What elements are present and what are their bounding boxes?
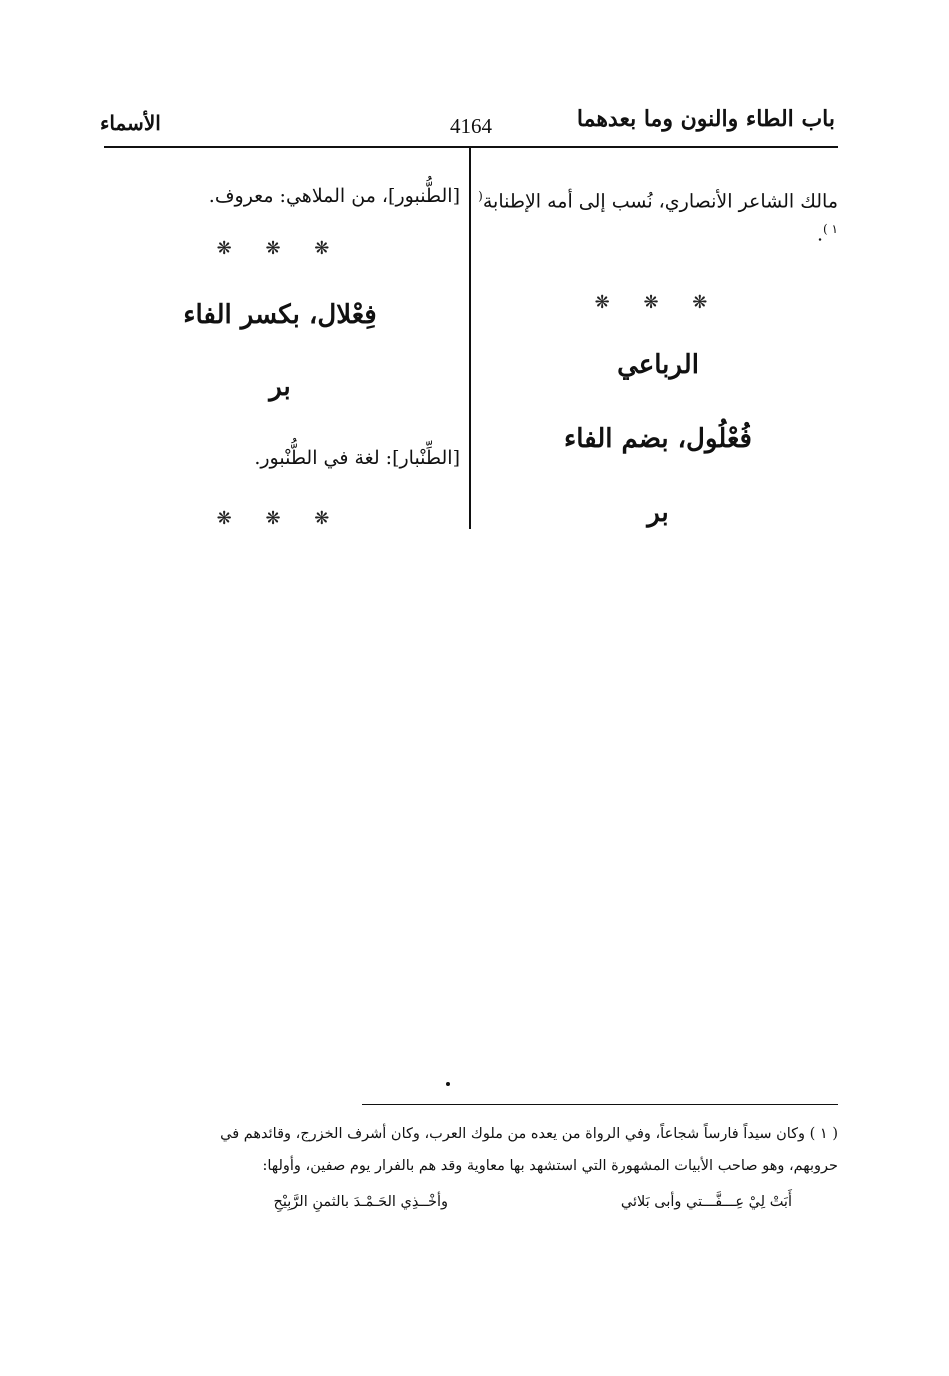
right-paragraph-period: . <box>817 223 824 246</box>
right-paragraph-text: مالك الشاعر الأنصاري، نُسب إلى أمه الإطنابة <box>482 190 838 213</box>
heading-root: بر <box>269 372 291 402</box>
page-number: 4164 <box>450 114 492 138</box>
separator-stars: ❋ ❋ ❋ <box>216 508 344 529</box>
heading-fi3lal: فِعْلال، بكسر الفاء <box>183 300 377 330</box>
entry-tunbur: [الطُّنبور]، من الملاهي: معروف. <box>208 185 460 207</box>
verse-second-hemistich: وأخْــذِي الحَـمْـدَ بالثمنِ الرَّبِيْحِ <box>273 1194 448 1210</box>
heading-ruba3i: الرباعي <box>617 350 699 380</box>
section-title: الأسماء <box>100 111 161 135</box>
column-divider <box>469 148 471 529</box>
separator-stars: ❋ ❋ ❋ <box>216 238 344 259</box>
verse-first-hemistich: أَبَتْ لِيْ عِـــفَّـــتي وأبى بَلائي <box>620 1194 792 1210</box>
footnote-line-1: ( ١ ) وكان سيداً فارساً شجاعاً، وفي الرواة من يعده من ملوك العرب، وكان أشرف الخزرج، وقائدهم في <box>220 1126 838 1142</box>
heading-fu3lul: فُعْلُول، بضم الفاء <box>564 424 752 454</box>
page-dot <box>446 1082 450 1086</box>
footnote-line-2: حروبهم، وهو صاحب الأبيات المشهورة التي استشهد بها معاوية وقد هم بالفرار يوم صفين، وأولها: <box>262 1158 838 1174</box>
separator-stars: ❋ ❋ ❋ <box>594 292 722 313</box>
header-rule <box>104 146 838 148</box>
footnote-ref: ( ١ ) <box>478 189 838 237</box>
right-paragraph <box>478 182 838 249</box>
heading-root: بر <box>647 498 669 528</box>
entry-tinbar: [الطِّنْبار]: لغة في الطُّنْبور. <box>254 447 460 469</box>
footnote-rule <box>362 1104 838 1105</box>
chapter-title: باب الطاء والنون وما بعدهما <box>576 106 835 132</box>
